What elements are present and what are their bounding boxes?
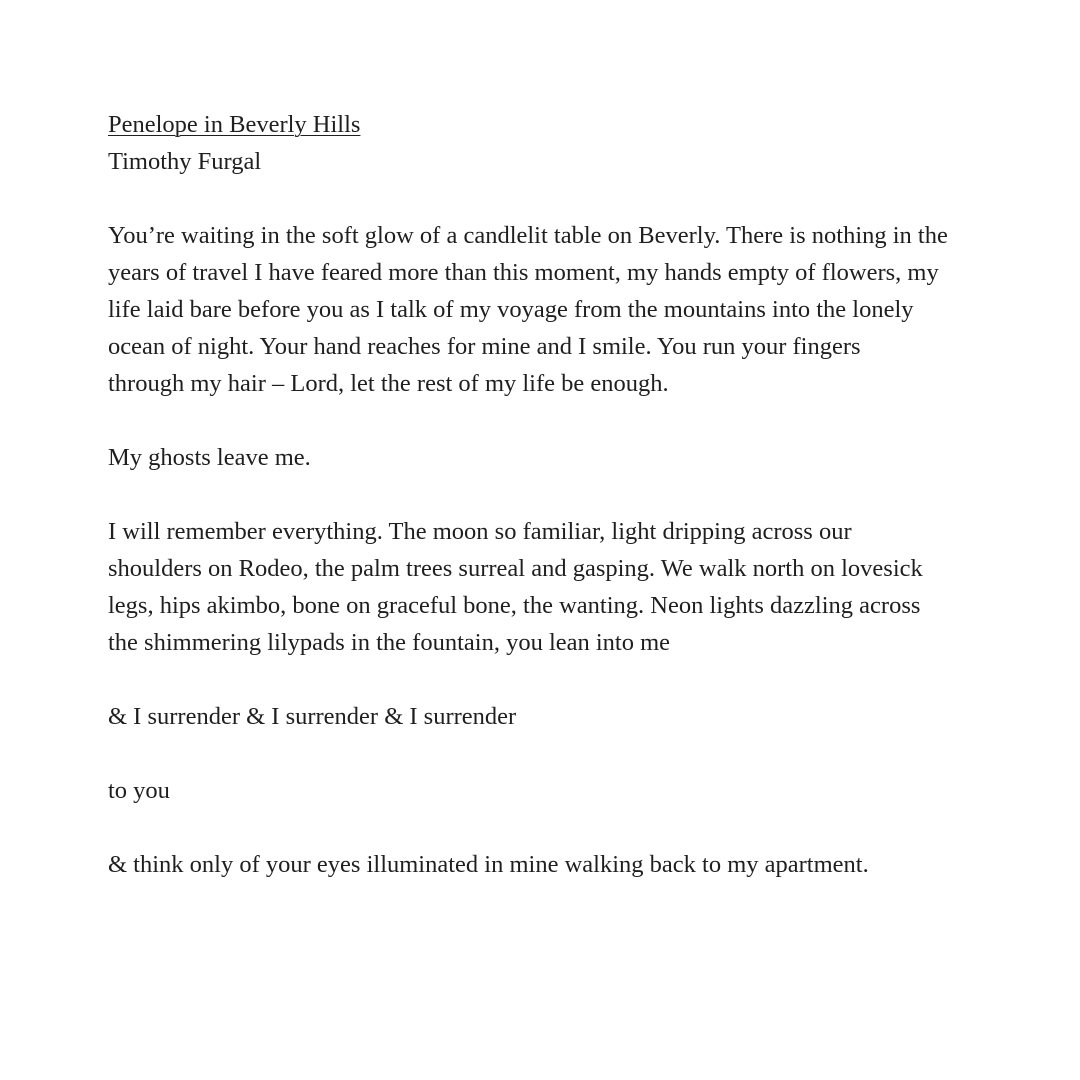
stanza-1-line: You’re waiting in the soft glow of a candlelit table on Beverly. There is nothing in the [108, 222, 948, 249]
stanza-3-line: I will remember everything. The moon so familiar, light dripping across our [108, 518, 852, 545]
stanza-2: My ghosts leave me. [108, 444, 311, 471]
stanza-4: & I surrender & I surrender & I surrender [108, 703, 517, 730]
poem-page [108, 106, 988, 883]
stanza-3-line: the shimmering lilypads in the fountain, you lean into me [108, 629, 671, 656]
poem-title: Penelope in Beverly Hills [108, 111, 361, 138]
stanza-1-line: years of travel I have feared more than this moment, my hands empty of flowers, my [108, 259, 939, 286]
stanza-3 [108, 513, 988, 661]
stanza-1-line: life laid bare before you as I talk of my voyage from the mountains into the lonely [108, 296, 914, 323]
stanza-3-line: legs, hips akimbo, bone on graceful bone, the wanting. Neon lights dazzling across [108, 592, 921, 619]
stanza-1 [108, 217, 988, 402]
stanza-1-line: ocean of night. Your hand reaches for mine and I smile. You run your fingers [108, 333, 861, 360]
poem-author: Timothy Furgal [108, 148, 262, 175]
stanza-6: & think only of your eyes illuminated in mine walking back to my apartment. [108, 851, 869, 878]
stanza-3-line: shoulders on Rodeo, the palm trees surreal and gasping. We walk north on lovesick [108, 555, 923, 582]
stanza-1-line: through my hair – Lord, let the rest of my life be enough. [108, 370, 669, 397]
stanza-5: to you [108, 777, 170, 804]
